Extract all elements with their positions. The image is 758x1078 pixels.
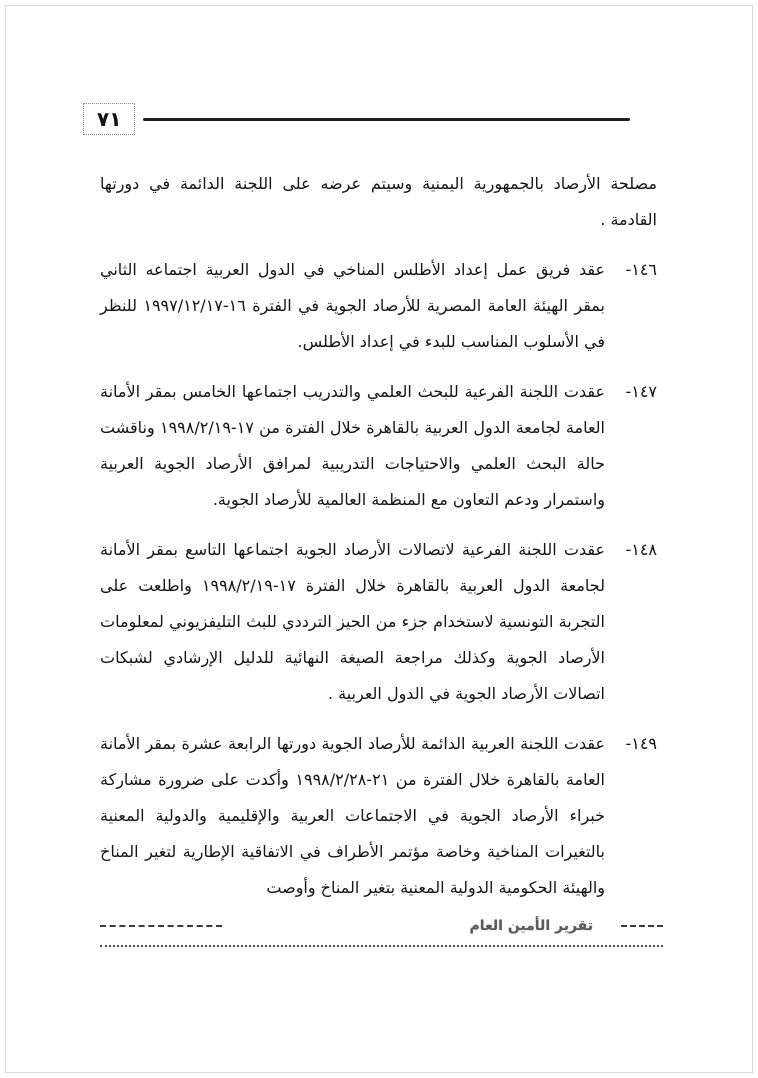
footer-ornament-row (100, 918, 663, 934)
numbered-item (100, 532, 657, 712)
footer-caption: تقرير الأمين العام (469, 918, 593, 934)
numbered-item (100, 252, 657, 360)
footer-dash-rule-left (100, 925, 222, 927)
page-header (83, 103, 632, 135)
page-number: ٧١ (83, 103, 135, 135)
numbered-item (100, 374, 657, 518)
intro-paragraph: مصلحة الأرصاد بالجمهورية اليمنية وسيتم عرضه على اللجنة الدائمة في دورتها القادمة . (100, 174, 657, 229)
item-text: عقدت اللجنة الفرعية لاتصالات الأرصاد الجوية اجتماعها التاسع بمقر الأمانة لجامعة الدول العربية بالقاهرة خلال الفترة ١٧-١٩٩٨/٢/١٩ واطلعت على التجربة التونسية لاستخدام جزء من الحيز الترددي للبث التليفزيوني لمعلومات الأرصاد الجوية وكذلك مراجعة الصيغة النهائية للدليل الإرشادي لشبكات اتصالات الأرصاد الجوية في الدول العربية . (100, 540, 606, 703)
item-text: عقدت اللجنة الفرعية للبحث العلمي والتدريب اجتماعها الخامس بمقر الأمانة العامة لجامعة الدول العربية بالقاهرة خلال الفترة من ١٧-١٩٩٨/٢/١٩ وناقشت حالة البحث العلمي والاحتياجات التدريبية لمرافق الأرصاد الجوية العربية واستمرار ودعم التعاون مع المنظمة العالمية للأرصاد الجوية. (100, 382, 605, 509)
footer-dotted-rule (100, 945, 663, 947)
footer-dash-rule-right (621, 925, 663, 927)
document-body (100, 166, 657, 920)
item-number: ١٤٧- (625, 382, 657, 401)
item-text: عقدت اللجنة العربية الدائمة للأرصاد الجوية دورتها الرابعة عشرة بمقر الأمانة العامة بالقاهرة خلال الفترة من ٢١-١٩٩٨/٢/٢٨ وأكدت على ضرورة مشاركة خبراء الأرصاد الجوية في الاجتماعات العربية والإقليمية والدولية المعنية بالتغيرات المناخية وخاصة مؤتمر الأطراف في الاتفاقية الإطارية لتغير المناخ والهيئة الحكومية الدولية المعنية بتغير المناخ وأوصت (100, 734, 605, 897)
item-text: عقد فريق عمل إعداد الأطلس المناخي في الدول العربية اجتماعه الثاني بمقر الهيئة العامة المصرية للأرصاد الجوية في الفترة ١٦-١٩٩٧/١٢/١٧ للنظر في الأسلوب المناسب للبدء في إعداد الأطلس. (100, 260, 605, 351)
page-footer (100, 918, 663, 947)
numbered-item (100, 726, 657, 906)
header-rule (143, 118, 630, 121)
item-number: ١٤٦- (625, 260, 657, 279)
item-number: ١٤٩- (625, 734, 657, 753)
item-number: ١٤٨- (625, 540, 657, 559)
